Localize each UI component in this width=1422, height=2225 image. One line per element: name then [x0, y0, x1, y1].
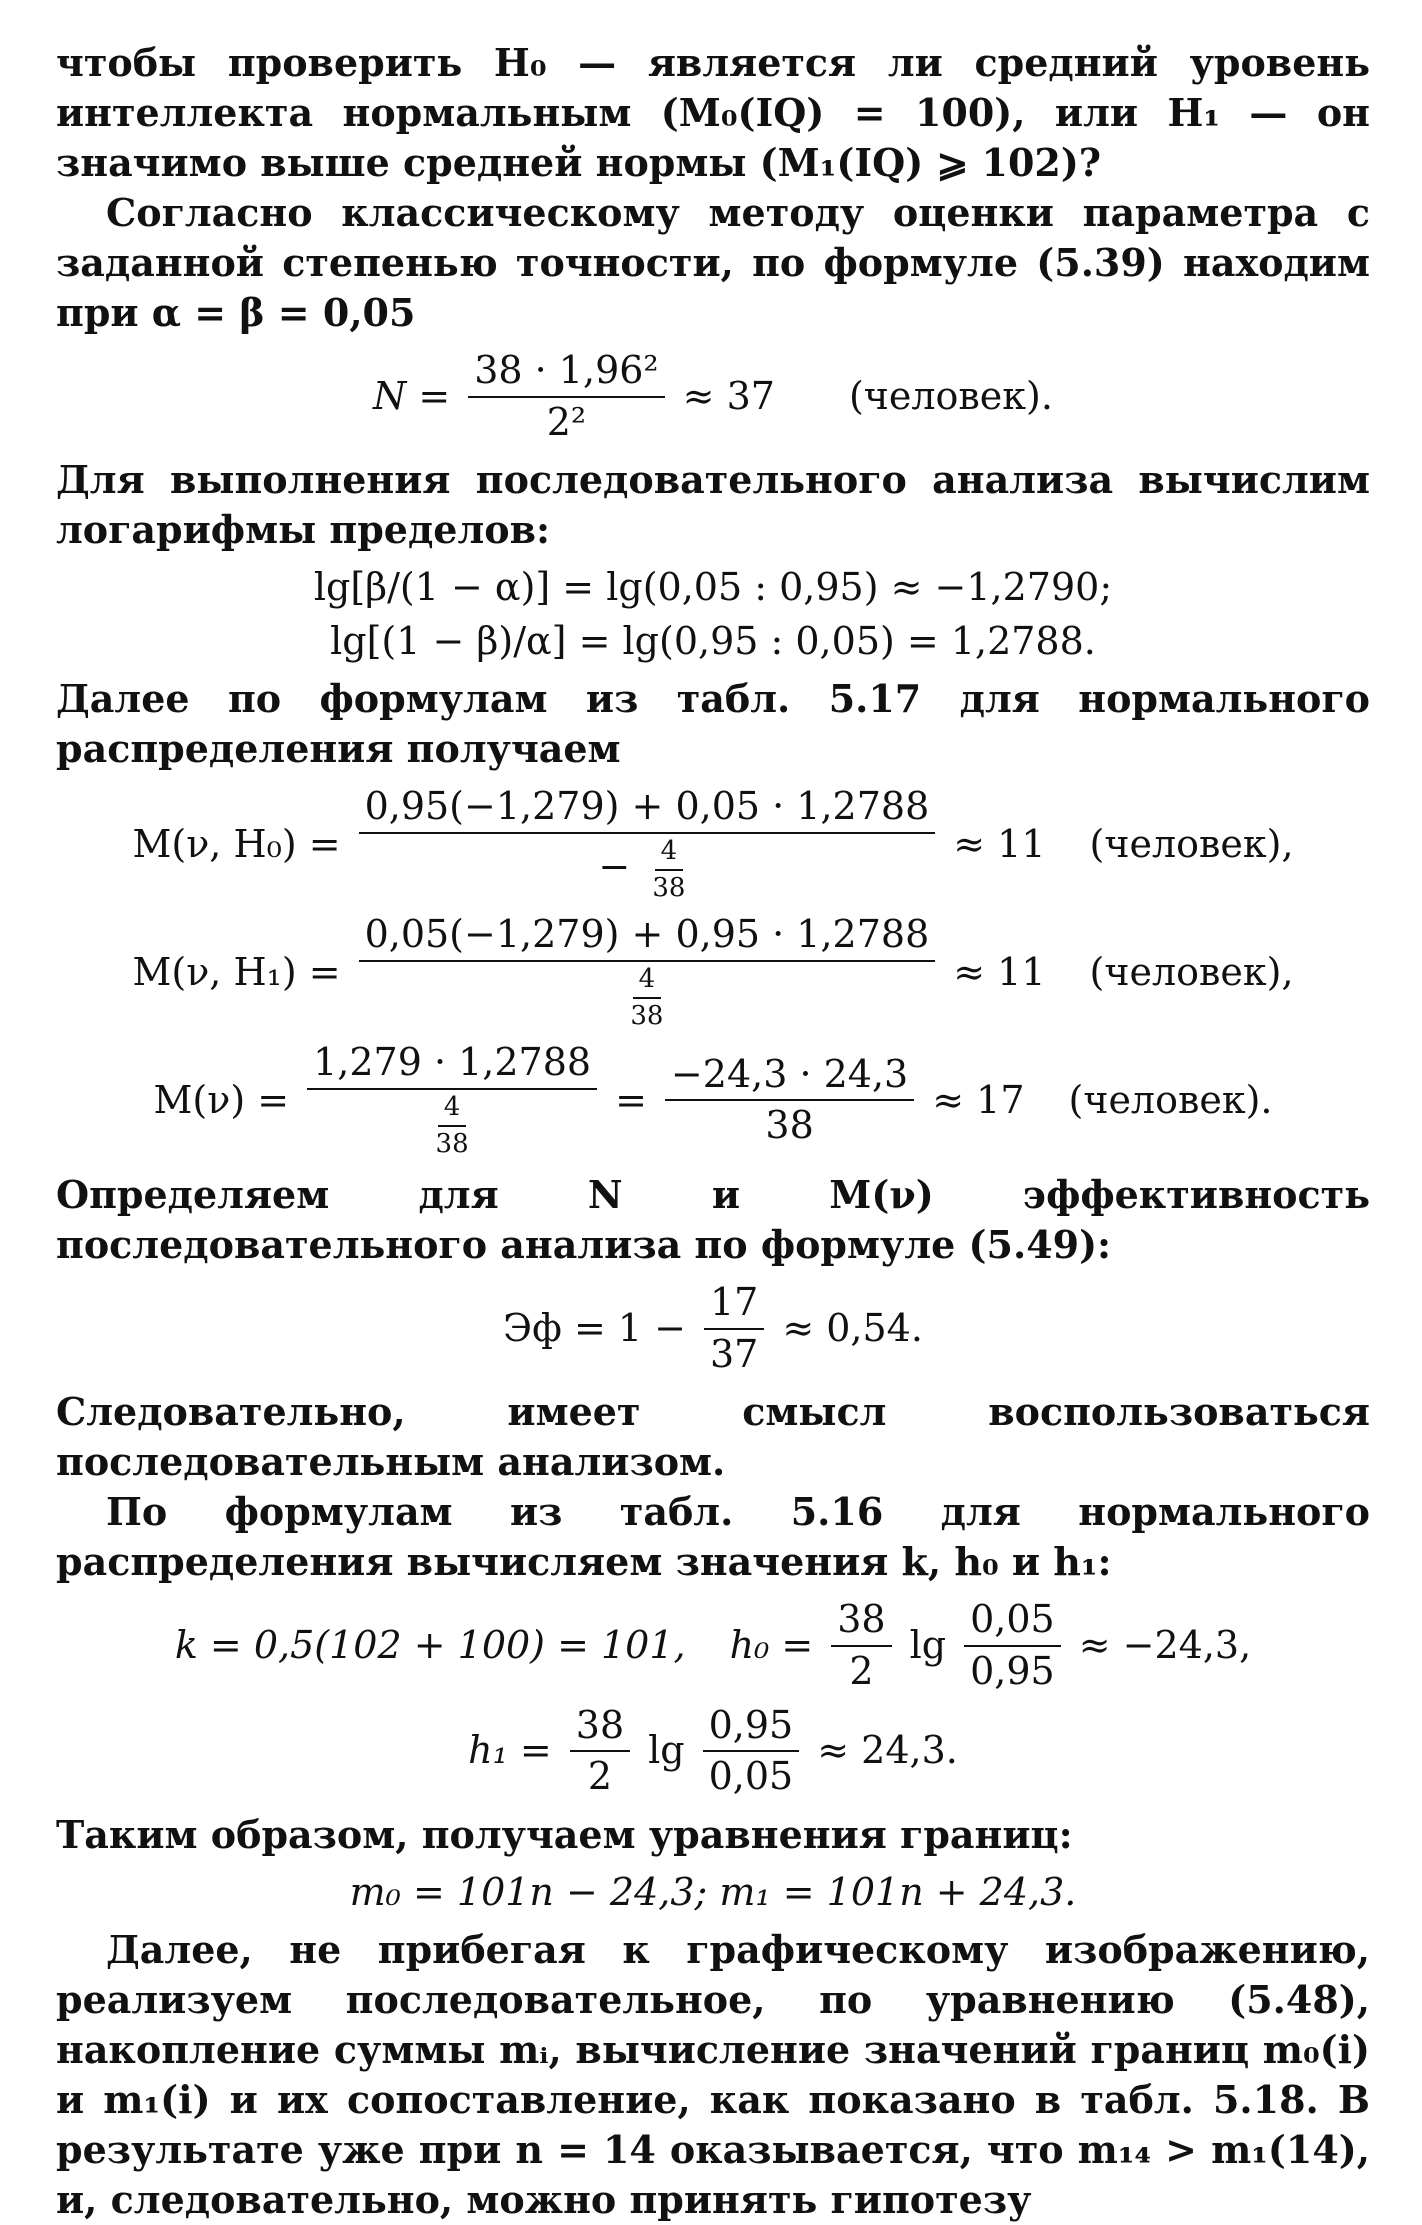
eq4-denominator-2: 38	[765, 1103, 814, 1148]
eq3b-lhs: M(ν, H₁) =	[132, 949, 341, 994]
eq3a-fraction	[359, 784, 936, 904]
eq7-den2: 0,05	[708, 1754, 794, 1799]
paragraph-efficiency: Определяем для N и M(ν) эффективность последовательного анализа по формуле (5.49):	[56, 1172, 1370, 1268]
eq1-fraction	[468, 348, 664, 445]
eq3b-rhs: ≈ 11	[953, 949, 1046, 994]
equation-sample-size	[56, 348, 1370, 445]
eq6-k: k = 0,5(102 + 100) = 101,	[174, 1623, 686, 1668]
eq1-denominator: 2²	[546, 399, 587, 444]
eq6-h0-num: 38	[831, 1597, 891, 1647]
eq7-num: 38	[570, 1703, 630, 1753]
eq3a-den-sign: −	[598, 844, 631, 889]
eq4-note: (человек).	[1068, 1077, 1273, 1122]
eq4-rhs: ≈ 17	[932, 1077, 1025, 1122]
eq1-numerator: 38 · 1,96²	[468, 348, 664, 398]
paragraph-conclusion: Следовательно, имеет смысл воспользоваться последовательным анализом.	[56, 1389, 1370, 1485]
eq3a-numerator: 0,95(−1,279) + 0,05 · 1,2788	[359, 784, 936, 834]
eq5-numerator: 17	[704, 1280, 764, 1330]
eq3a-den-fraction	[646, 836, 691, 904]
eq6-h0-den2: 0,95	[970, 1649, 1055, 1694]
eq3b-den-den: 38	[630, 1001, 664, 1032]
eq2-line-2: lg[(1 − β)/α] = lg(0,95 : 0,05) = 1,2788.	[330, 618, 1096, 663]
eq3b-den-num: 4	[633, 964, 662, 999]
eq4-den-fraction	[430, 1092, 475, 1160]
eq6-h0-num2: 0,05	[964, 1597, 1061, 1647]
eq4-numerator-1: 1,279 · 1,2788	[307, 1040, 597, 1090]
eq5-denominator: 37	[709, 1331, 759, 1376]
eq3a-note: (человек),	[1089, 821, 1294, 866]
eq7-num2: 0,95	[703, 1703, 800, 1753]
eq4-lhs: M(ν) =	[153, 1077, 290, 1122]
eq3b-note: (человек),	[1089, 949, 1294, 994]
eq1-note: (человек).	[848, 373, 1053, 418]
eq6-h0-rhs: ≈ −24,3,	[1078, 1623, 1252, 1668]
eq3b-den-fraction	[624, 964, 669, 1032]
paragraph-boundaries: Таким образом, получаем уравнения границ:	[56, 1811, 1073, 1857]
eq3b-numerator: 0,05(−1,279) + 0,95 · 1,2788	[359, 912, 936, 962]
eq4-numerator-2: −24,3 · 24,3	[665, 1052, 914, 1102]
eq8-line: m₀ = 101n − 24,3; m₁ = 101n + 24,3.	[349, 1869, 1077, 1914]
eq3a-den-den: 38	[652, 873, 686, 904]
eq4-den-num: 4	[438, 1092, 467, 1127]
eq4-equals: =	[615, 1077, 647, 1122]
equation-boundaries	[56, 1870, 1370, 1916]
eq7-den: 2	[587, 1754, 613, 1799]
paragraph-table-5-16: По формулам из табл. 5.16 для нормального распределения вычисляем значения k, h₀ и h₁:	[56, 1489, 1370, 1585]
eq3b-fraction	[359, 912, 936, 1032]
equation-log-limits	[56, 565, 1370, 664]
paragraph-logarithms: Для выполнения последовательного анализа вычислим логарифмы пределов:	[56, 457, 1370, 553]
eq7-lg: lg	[648, 1728, 685, 1773]
eq5-rhs: ≈ 0,54.	[782, 1306, 923, 1351]
eq3a-rhs: ≈ 11	[953, 821, 1046, 866]
eq6-h0-lhs: h₀ =	[729, 1623, 814, 1668]
eq7-rhs: ≈ 24,3.	[817, 1728, 958, 1773]
eq3a-lhs: M(ν, H₀) =	[132, 821, 341, 866]
eq4-fraction-2	[665, 1052, 914, 1149]
eq2-line-1: lg[β/(1 − α)] = lg(0,05 : 0,95) ≈ −1,2790;	[313, 565, 1113, 610]
eq5-lhs: Эф = 1 −	[503, 1306, 686, 1351]
eq6-h0-fraction-2	[964, 1597, 1061, 1694]
eq1-rhs: ≈ 37	[682, 373, 775, 418]
eq1-lhs: N =	[373, 373, 451, 418]
eq4-den-den: 38	[435, 1129, 469, 1160]
eq3a-den-num: 4	[655, 836, 684, 871]
eq7-lhs: h₁ =	[468, 1728, 552, 1773]
eq7-fraction-1	[570, 1703, 630, 1800]
eq4-fraction-1	[307, 1040, 597, 1160]
eq6-h0-fraction-1	[831, 1597, 891, 1694]
equation-k-h	[56, 1597, 1370, 1799]
equation-expected-steps	[56, 784, 1370, 1160]
paragraph-classic-method: Согласно классическому методу оценки параметра с заданной степенью точности, по формуле (5.39) находим при α = β = 0,05	[56, 190, 1370, 335]
eq6-h0-lg: lg	[909, 1623, 947, 1668]
paragraph-hypothesis: чтобы проверить H₀ — является ли средний уровень интеллекта нормальным (M₀(IQ) = 100), или H₁ — он значимо выше средней нормы (M₁(IQ) ⩾ 102)?	[56, 40, 1370, 185]
paragraph-procedure: Далее, не прибегая к графическому изображению, реализуем последовательное, по уравнению (5.48), накопление суммы mᵢ, вычисление значений границ m₀(i) и m₁(i) и их сопоставление, как показано в табл. 5.18. В результате уже при n = 14 оказывается, что m₁₄ > m₁(14), и, следовательно, можно принять гипотезу	[56, 1927, 1370, 2223]
eq5-fraction	[704, 1280, 764, 1377]
equation-efficiency	[56, 1280, 1370, 1377]
eq6-h0-den: 2	[849, 1649, 874, 1694]
paragraph-table-5-17: Далее по формулам из табл. 5.17 для нормального распределения получаем	[56, 676, 1370, 772]
eq7-fraction-2	[703, 1703, 800, 1800]
